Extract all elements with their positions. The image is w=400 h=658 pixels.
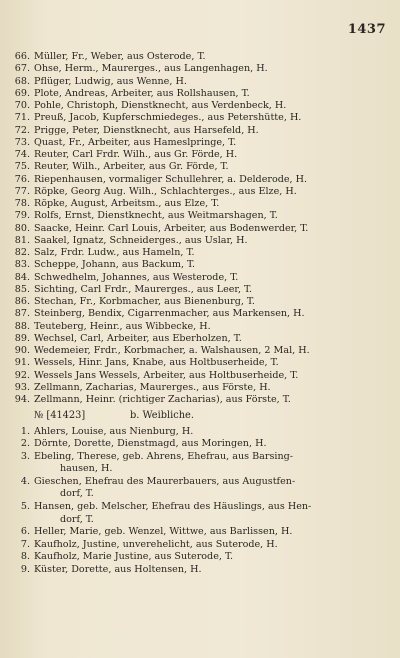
list-item xyxy=(8,235,388,247)
entry-text: Quast, Fr., Arbeiter, aus Hameslpringe, T. xyxy=(34,136,237,148)
entry-text: Steinberg, Bendix, Cigarrenmacher, aus Markensen, H. xyxy=(34,308,305,320)
section-number: № [41423] xyxy=(34,410,86,422)
entry-number: 66. xyxy=(14,51,30,62)
entry-text: Schwedhelm, Johannes, aus Westerode, T. xyxy=(34,271,239,283)
entry-number: 7. xyxy=(20,538,30,550)
entry-text: Ebeling, Therese, geb. Ahrens, Ehefrau, aus Barsing- xyxy=(34,450,294,462)
entry-text: Prigge, Peter, Dienstknecht, aus Harsefeld, H. xyxy=(34,124,259,136)
entry-text: Küster, Dorette, aus Holtensen, H. xyxy=(34,564,202,576)
entry-text: Scheppe, Johann, aus Backum, T. xyxy=(34,259,196,271)
section-heading xyxy=(8,410,388,422)
entry-number: 72. xyxy=(14,124,30,136)
entry-number: 9. xyxy=(20,564,30,576)
entry-text: Teuteberg, Heinr., aus Wibbecke, H. xyxy=(34,320,211,332)
entry-number: 91. xyxy=(14,357,30,369)
entry-number: 70. xyxy=(14,100,30,111)
entry-text: Saacke, Heinr. Carl Louis, Arbeiter, aus Bodenwerder, T. xyxy=(34,222,309,234)
list-item xyxy=(8,564,388,577)
entry-number xyxy=(8,514,34,527)
list-item xyxy=(8,51,388,63)
entry-number: 5. xyxy=(20,501,30,513)
entry-text: Zellmann, Zacharias, Maurerges., aus Förste, H. xyxy=(34,381,271,393)
entry-text: Kaufholz, Marie Justine, aus Suterode, T. xyxy=(34,551,234,563)
list-item xyxy=(8,149,388,161)
entry-text: Wechsel, Carl, Arbeiter, aus Eberholzen, T. xyxy=(34,332,242,344)
list-item xyxy=(8,539,388,552)
list-item xyxy=(8,210,388,222)
entry-number: 2. xyxy=(20,438,30,450)
entry-text: Müller, Fr., Weber, aus Osterode, T. xyxy=(34,51,206,62)
list-item xyxy=(8,551,388,564)
list-item xyxy=(8,125,388,137)
list-item xyxy=(8,186,388,198)
list-item xyxy=(8,284,388,296)
entry-text: Röpke, August, Arbeitsm., aus Elze, T. xyxy=(34,198,220,209)
entry-text: Dörnte, Dorette, Dienstmagd, aus Moringen, H. xyxy=(34,438,267,450)
entry-text: Kaufholz, Justine, unverehelicht, aus Suterode, H. xyxy=(34,538,278,550)
entry-text: Sichting, Carl Frdr., Maurerges., aus Leer, T. xyxy=(34,283,253,295)
entry-number: 90. xyxy=(14,345,30,356)
list-item xyxy=(8,247,388,259)
list-item xyxy=(8,526,388,539)
entry-number: 84. xyxy=(14,271,30,283)
list-item xyxy=(8,174,388,186)
list-item xyxy=(8,259,388,271)
entry-text: hausen, H. xyxy=(60,463,113,475)
list-item xyxy=(8,438,388,451)
page-number: 1437 xyxy=(347,22,386,37)
entry-number: 77. xyxy=(14,185,30,197)
entry-text: Pohle, Christoph, Dienstknecht, aus Verdenbeck, H. xyxy=(34,100,287,111)
entry-number: 76. xyxy=(14,173,30,185)
entry-number: 3. xyxy=(20,450,30,462)
list-item xyxy=(8,223,388,235)
entry-list xyxy=(8,51,388,577)
list-item xyxy=(8,321,388,333)
list-item-continuation xyxy=(8,514,388,527)
entry-text: Riepenhausen, vormaliger Schullehrer, a. Delderode, H. xyxy=(34,173,308,185)
list-item xyxy=(8,161,388,173)
list-item xyxy=(8,198,388,210)
list-item xyxy=(8,137,388,149)
entry-number: 8. xyxy=(20,551,30,563)
list-item xyxy=(8,394,388,406)
list-item xyxy=(8,333,388,345)
list-item xyxy=(8,426,388,439)
list-item xyxy=(8,382,388,394)
entry-text: Stechan, Fr., Korbmacher, aus Bienenburg, T. xyxy=(34,296,255,307)
entry-number: 74. xyxy=(14,149,30,160)
list-item xyxy=(8,451,388,464)
list-item xyxy=(8,76,388,88)
entry-number xyxy=(8,463,34,476)
entry-number: 88. xyxy=(14,320,30,332)
entry-text: Saakel, Ignatz, Schneiderges., aus Uslar, H. xyxy=(34,234,248,246)
entry-text: dorf, T. xyxy=(60,513,94,525)
entry-number: 80. xyxy=(14,222,30,234)
entry-text: Heller, Marie, geb. Wenzel, Wittwe, aus Barlissen, H. xyxy=(34,526,293,538)
list-item xyxy=(8,272,388,284)
list-item xyxy=(8,88,388,100)
entry-number: 71. xyxy=(14,112,30,124)
list-item xyxy=(8,296,388,308)
entry-number: 92. xyxy=(14,369,30,381)
list-item xyxy=(8,100,388,112)
list-item-continuation xyxy=(8,463,388,476)
entry-number: 1. xyxy=(20,425,30,437)
entry-text: Plote, Andreas, Arbeiter, aus Rollshausen, T. xyxy=(34,87,250,99)
entry-number xyxy=(8,488,34,501)
entry-number: 75. xyxy=(14,161,30,173)
entry-number: 67. xyxy=(14,63,30,75)
list-item xyxy=(8,357,388,369)
entry-text: Ahlers, Louise, aus Nienburg, H. xyxy=(34,425,194,437)
entry-text: Reuter, Carl Frdr. Wilh., aus Gr. Förde, H. xyxy=(34,149,238,160)
list-item xyxy=(8,112,388,124)
entry-text: Reuter, Wilh., Arbeiter, aus Gr. Förde, T. xyxy=(34,161,229,173)
female-entries xyxy=(8,426,388,577)
entry-text: Pflüger, Ludwig, aus Wenne, H. xyxy=(34,75,187,87)
list-item xyxy=(8,501,388,514)
entry-number: 6. xyxy=(20,526,30,538)
list-item xyxy=(8,370,388,382)
entry-text: dorf, T. xyxy=(60,488,94,500)
entry-number: 4. xyxy=(20,475,30,487)
entry-text: Hansen, geb. Melscher, Ehefrau des Häuslings, aus Hen- xyxy=(34,501,312,513)
male-entries xyxy=(8,51,388,406)
entry-number: 81. xyxy=(14,234,30,246)
entry-text: Ohse, Herm., Maurerges., aus Langenhagen, H. xyxy=(34,63,268,75)
entry-number: 93. xyxy=(14,381,30,393)
entry-text: Wessels, Hinr. Jans, Knabe, aus Holtbuserheide, T. xyxy=(34,357,279,369)
entry-text: Preuß, Jacob, Kupferschmiedeges., aus Petershütte, H. xyxy=(34,112,302,124)
entry-number: 69. xyxy=(14,87,30,99)
entry-number: 89. xyxy=(14,332,30,344)
entry-number: 82. xyxy=(14,247,30,258)
list-item xyxy=(8,345,388,357)
list-item xyxy=(8,63,388,75)
section-title: b. Weibliche. xyxy=(130,410,194,422)
entry-number: 83. xyxy=(14,259,30,271)
list-item xyxy=(8,308,388,320)
entry-number: 87. xyxy=(14,308,30,320)
entry-number: 73. xyxy=(14,136,30,148)
entry-number: 85. xyxy=(14,283,30,295)
entry-number: 86. xyxy=(14,296,30,307)
entry-text: Röpke, Georg Aug. Wilh., Schlachterges., aus Elze, H. xyxy=(34,185,297,197)
entry-number: 78. xyxy=(14,198,30,209)
entry-number: 68. xyxy=(14,75,30,87)
entry-text: Wedemeier, Frdr., Korbmacher, a. Walshausen, 2 Mal, H. xyxy=(34,345,310,356)
entry-text: Rolfs, Ernst, Dienstknecht, aus Weitmarshagen, T. xyxy=(34,210,278,222)
entry-text: Zellmann, Heinr. (richtiger Zacharias), aus Förste, T. xyxy=(34,394,291,405)
list-item xyxy=(8,476,388,489)
entry-text: Gieschen, Ehefrau des Maurerbauers, aus Augustfen- xyxy=(34,475,296,487)
entry-text: Wessels Jans Wessels, Arbeiter, aus Holtbuserheide, T. xyxy=(34,369,299,381)
entry-number: 79. xyxy=(14,210,30,222)
list-item-continuation xyxy=(8,488,388,501)
entry-text: Salz, Frdr. Ludw., aus Hameln, T. xyxy=(34,247,195,258)
entry-number: 94. xyxy=(14,394,30,405)
